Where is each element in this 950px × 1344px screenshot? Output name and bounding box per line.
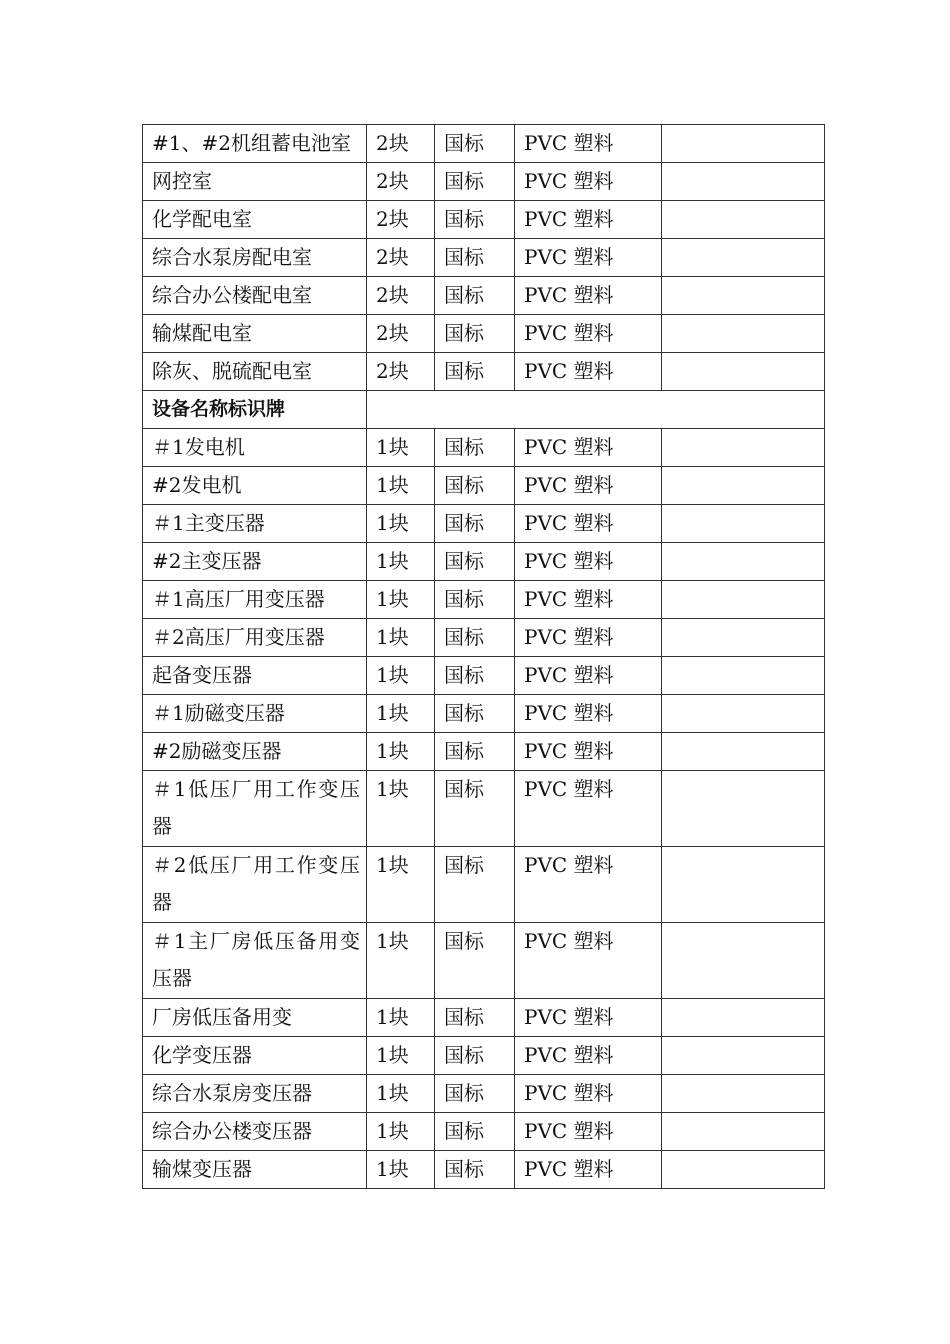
cell-material: PVC 塑料 xyxy=(515,581,662,619)
table-row xyxy=(143,999,825,1037)
cell-material: PVC 塑料 xyxy=(515,1075,662,1113)
table-row xyxy=(143,467,825,505)
cell-name: ＃2高压厂用变压器 xyxy=(143,619,367,657)
cell-quantity: 2块 xyxy=(367,125,435,163)
cell-quantity: 1块 xyxy=(367,505,435,543)
cell-material: PVC 塑料 xyxy=(515,163,662,201)
cell-note xyxy=(662,277,825,315)
cell-name: ＃2低压厂用工作变压器 xyxy=(143,847,367,923)
cell-material: PVC 塑料 xyxy=(515,239,662,277)
cell-standard: 国标 xyxy=(435,315,515,353)
cell-standard: 国标 xyxy=(435,543,515,581)
table-row xyxy=(143,847,825,923)
cell-note xyxy=(662,657,825,695)
table-row xyxy=(143,923,825,999)
cell-quantity: 1块 xyxy=(367,1151,435,1189)
cell-material: PVC 塑料 xyxy=(515,1113,662,1151)
cell-name: 起备变压器 xyxy=(143,657,367,695)
table-row xyxy=(143,581,825,619)
cell-standard: 国标 xyxy=(435,695,515,733)
cell-standard: 国标 xyxy=(435,239,515,277)
cell-material: PVC 塑料 xyxy=(515,657,662,695)
cell-standard: 国标 xyxy=(435,1037,515,1075)
cell-quantity: 1块 xyxy=(367,1113,435,1151)
cell-standard: 国标 xyxy=(435,619,515,657)
cell-quantity: 1块 xyxy=(367,1075,435,1113)
table-row xyxy=(143,163,825,201)
cell-material: PVC 塑料 xyxy=(515,277,662,315)
cell-quantity: 1块 xyxy=(367,429,435,467)
table-row xyxy=(143,1113,825,1151)
cell-note xyxy=(662,163,825,201)
cell-note xyxy=(662,619,825,657)
cell-material: PVC 塑料 xyxy=(515,1037,662,1075)
cell-name: 输煤配电室 xyxy=(143,315,367,353)
table-row xyxy=(143,505,825,543)
cell-name: 综合办公楼配电室 xyxy=(143,277,367,315)
cell-note xyxy=(662,201,825,239)
cell-note xyxy=(662,1037,825,1075)
cell-quantity: 2块 xyxy=(367,353,435,391)
cell-note xyxy=(662,1113,825,1151)
cell-note xyxy=(662,125,825,163)
cell-note xyxy=(662,733,825,771)
cell-quantity: 1块 xyxy=(367,733,435,771)
cell-quantity: 2块 xyxy=(367,201,435,239)
cell-quantity: 1块 xyxy=(367,581,435,619)
cell-name: ＃1主变压器 xyxy=(143,505,367,543)
table-row xyxy=(143,657,825,695)
section-empty-cell xyxy=(367,391,825,429)
cell-quantity: 1块 xyxy=(367,543,435,581)
cell-standard: 国标 xyxy=(435,125,515,163)
cell-name: ＃1主厂房低压备用变压器 xyxy=(143,923,367,999)
cell-note xyxy=(662,847,825,923)
cell-quantity: 2块 xyxy=(367,239,435,277)
table-row xyxy=(143,619,825,657)
table-row xyxy=(143,543,825,581)
cell-note xyxy=(662,1075,825,1113)
cell-note xyxy=(662,505,825,543)
cell-standard: 国标 xyxy=(435,201,515,239)
cell-name: 综合水泵房变压器 xyxy=(143,1075,367,1113)
table-body xyxy=(143,125,825,1189)
cell-name: 化学变压器 xyxy=(143,1037,367,1075)
cell-material: PVC 塑料 xyxy=(515,695,662,733)
cell-name: 综合水泵房配电室 xyxy=(143,239,367,277)
cell-standard: 国标 xyxy=(435,999,515,1037)
cell-note xyxy=(662,315,825,353)
cell-standard: 国标 xyxy=(435,1075,515,1113)
cell-standard: 国标 xyxy=(435,277,515,315)
cell-note xyxy=(662,239,825,277)
cell-quantity: 1块 xyxy=(367,923,435,999)
table-row xyxy=(143,1037,825,1075)
cell-standard: 国标 xyxy=(435,163,515,201)
cell-standard: 国标 xyxy=(435,771,515,847)
table-row xyxy=(143,277,825,315)
table-row xyxy=(143,239,825,277)
cell-material: PVC 塑料 xyxy=(515,847,662,923)
cell-standard: 国标 xyxy=(435,657,515,695)
table-row xyxy=(143,125,825,163)
cell-note xyxy=(662,923,825,999)
cell-quantity: 2块 xyxy=(367,163,435,201)
cell-material: PVC 塑料 xyxy=(515,999,662,1037)
cell-quantity: 1块 xyxy=(367,467,435,505)
section-title: 设备名称标识牌 xyxy=(143,391,367,429)
table-row xyxy=(143,771,825,847)
cell-standard: 国标 xyxy=(435,1113,515,1151)
cell-quantity: 1块 xyxy=(367,695,435,733)
cell-standard: 国标 xyxy=(435,505,515,543)
cell-material: PVC 塑料 xyxy=(515,353,662,391)
cell-note xyxy=(662,467,825,505)
cell-name: #2励磁变压器 xyxy=(143,733,367,771)
cell-quantity: 2块 xyxy=(367,277,435,315)
cell-material: PVC 塑料 xyxy=(515,201,662,239)
cell-name: ＃1励磁变压器 xyxy=(143,695,367,733)
cell-note xyxy=(662,771,825,847)
cell-material: PVC 塑料 xyxy=(515,315,662,353)
cell-quantity: 1块 xyxy=(367,847,435,923)
cell-note xyxy=(662,353,825,391)
cell-standard: 国标 xyxy=(435,733,515,771)
cell-material: PVC 塑料 xyxy=(515,733,662,771)
cell-material: PVC 塑料 xyxy=(515,543,662,581)
cell-standard: 国标 xyxy=(435,847,515,923)
cell-name: #2主变压器 xyxy=(143,543,367,581)
cell-note xyxy=(662,999,825,1037)
cell-standard: 国标 xyxy=(435,429,515,467)
cell-note xyxy=(662,1151,825,1189)
table-row xyxy=(143,353,825,391)
cell-name: 综合办公楼变压器 xyxy=(143,1113,367,1151)
cell-quantity: 1块 xyxy=(367,657,435,695)
table-row xyxy=(143,695,825,733)
cell-name: 输煤变压器 xyxy=(143,1151,367,1189)
cell-standard: 国标 xyxy=(435,923,515,999)
cell-quantity: 1块 xyxy=(367,1037,435,1075)
cell-standard: 国标 xyxy=(435,467,515,505)
cell-standard: 国标 xyxy=(435,1151,515,1189)
cell-name: 网控室 xyxy=(143,163,367,201)
cell-material: PVC 塑料 xyxy=(515,619,662,657)
cell-note xyxy=(662,695,825,733)
cell-name: ＃1发电机 xyxy=(143,429,367,467)
cell-name: #2发电机 xyxy=(143,467,367,505)
cell-name: 化学配电室 xyxy=(143,201,367,239)
cell-note xyxy=(662,581,825,619)
cell-name: ＃1低压厂用工作变压器 xyxy=(143,771,367,847)
cell-name: ＃1高压厂用变压器 xyxy=(143,581,367,619)
table-row xyxy=(143,1075,825,1113)
cell-material: PVC 塑料 xyxy=(515,429,662,467)
table-row xyxy=(143,429,825,467)
table-row xyxy=(143,201,825,239)
cell-material: PVC 塑料 xyxy=(515,467,662,505)
cell-quantity: 2块 xyxy=(367,315,435,353)
table-row xyxy=(143,733,825,771)
table-row xyxy=(143,1151,825,1189)
cell-material: PVC 塑料 xyxy=(515,771,662,847)
table-row xyxy=(143,315,825,353)
cell-name: 厂房低压备用变 xyxy=(143,999,367,1037)
cell-note xyxy=(662,429,825,467)
sign-list-table xyxy=(142,124,825,1189)
cell-standard: 国标 xyxy=(435,353,515,391)
cell-note xyxy=(662,543,825,581)
cell-name: #1、#2机组蓄电池室 xyxy=(143,125,367,163)
cell-material: PVC 塑料 xyxy=(515,923,662,999)
cell-material: PVC 塑料 xyxy=(515,505,662,543)
cell-quantity: 1块 xyxy=(367,771,435,847)
cell-standard: 国标 xyxy=(435,581,515,619)
cell-quantity: 1块 xyxy=(367,619,435,657)
section-header-row xyxy=(143,391,825,429)
cell-material: PVC 塑料 xyxy=(515,1151,662,1189)
cell-material: PVC 塑料 xyxy=(515,125,662,163)
cell-name: 除灰、脱硫配电室 xyxy=(143,353,367,391)
cell-quantity: 1块 xyxy=(367,999,435,1037)
